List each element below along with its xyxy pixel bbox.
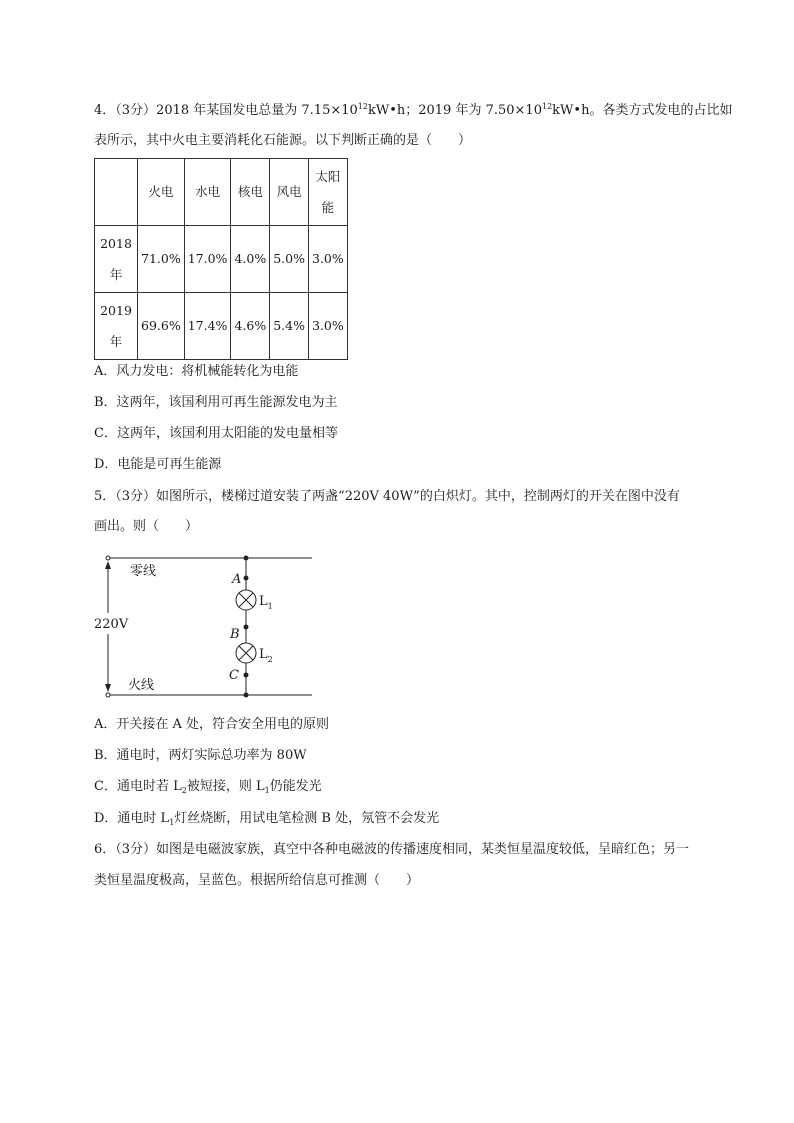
table-cell: 71.0% bbox=[138, 226, 185, 293]
q4-option-d: D．电能是可再生能源 bbox=[94, 457, 222, 472]
q4-stem-line2: 表所示，其中火电主要消耗化石能源。以下判断正确的是（ ） bbox=[94, 133, 472, 148]
table-cell: 69.6% bbox=[138, 293, 185, 360]
point-c-dot bbox=[244, 673, 249, 678]
q5-option-d: D．通电时 $L_1$灯丝烧断，用试电笔检测 B 处，氖管不会发光 bbox=[94, 811, 440, 827]
q4-data-table bbox=[94, 158, 348, 360]
point-a-label: A bbox=[232, 572, 242, 587]
q4-option-a: A．风力发电：将机械能转化为电能 bbox=[94, 364, 299, 379]
lamp-l2-label: $L_2$ bbox=[259, 647, 273, 664]
table-header-row bbox=[95, 159, 348, 226]
q5-stem-line2: 画出。则（ ） bbox=[94, 519, 199, 534]
q4-option-c: C．这两年，该国利用太阳能的发电量相等 bbox=[94, 426, 338, 441]
point-b-dot bbox=[244, 625, 249, 630]
q4-option-b: B．这两年，该国利用可再生能源发电为主 bbox=[94, 395, 338, 410]
table-cell: 3.0% bbox=[308, 293, 347, 360]
neutral-label: 零线 bbox=[130, 564, 157, 579]
table-header-cell: 太阳 能 bbox=[308, 159, 347, 226]
table-cell: 3.0% bbox=[308, 226, 347, 293]
terminal-bottom bbox=[106, 693, 110, 697]
q5-option-c: C．通电时若 $L_2$被短接，则 $L_1$仍能发光 bbox=[94, 779, 322, 795]
q5-option-b: B．通电时，两灯实际总功率为 80W bbox=[94, 748, 307, 763]
q6-stem-line1: 6．（3分）如图是电磁波家族，真空中各种电磁波的传播速度相同，某类恒星温度较低，呈暗红色；另一 bbox=[94, 842, 690, 857]
table-year-cell: 2018 年 bbox=[95, 226, 138, 293]
table-cell: 4.0% bbox=[231, 226, 270, 293]
table-cell: 17.4% bbox=[184, 293, 231, 360]
q5-option-a: A．开关接在 A 处，符合安全用电的原则 bbox=[94, 717, 330, 732]
terminal-top bbox=[106, 556, 110, 560]
point-c-label: C bbox=[229, 668, 239, 683]
q4-stem-line1: 4．（3分）2018 年某国发电总量为 $7.15\times 10^{12}kW•h$；2019 年为 $7.50\times 10^{12}kW•h$。各类方式发电的占比如 bbox=[94, 102, 733, 118]
table-cell: 4.6% bbox=[231, 293, 270, 360]
arrowhead-up bbox=[105, 561, 111, 569]
table-header-cell: 火电 bbox=[138, 159, 185, 226]
q5-circuit-diagram bbox=[88, 546, 328, 706]
junction-top bbox=[244, 556, 249, 561]
table-cell: 17.0% bbox=[184, 226, 231, 293]
q6-stem-line2: 类恒星温度极高，呈蓝色。根据所给信息可推测（ ） bbox=[94, 873, 420, 888]
table-corner-cell bbox=[95, 159, 138, 226]
table-row bbox=[95, 226, 348, 293]
table-header-cell: 水电 bbox=[184, 159, 231, 226]
arrowhead-down bbox=[105, 684, 111, 692]
live-label: 火线 bbox=[128, 678, 155, 693]
point-a-dot bbox=[244, 576, 249, 581]
point-b-label: B bbox=[230, 627, 240, 642]
table-header-cell: 核电 bbox=[231, 159, 270, 226]
table-row bbox=[95, 293, 348, 360]
table-cell: 5.0% bbox=[270, 226, 309, 293]
voltage-label: 220V bbox=[94, 617, 129, 632]
table-cell: 5.4% bbox=[270, 293, 309, 360]
lamp-l1-label: $L_1$ bbox=[259, 594, 273, 611]
table-year-cell: 2019 年 bbox=[95, 293, 138, 360]
q5-stem-line1: 5．（3分）如图所示，楼梯过道安装了两盏“220V 40W”的白炽灯。其中，控制两灯的开关在图中没有 bbox=[94, 489, 680, 504]
table-header-cell: 风电 bbox=[270, 159, 309, 226]
junction-bottom bbox=[244, 693, 249, 698]
